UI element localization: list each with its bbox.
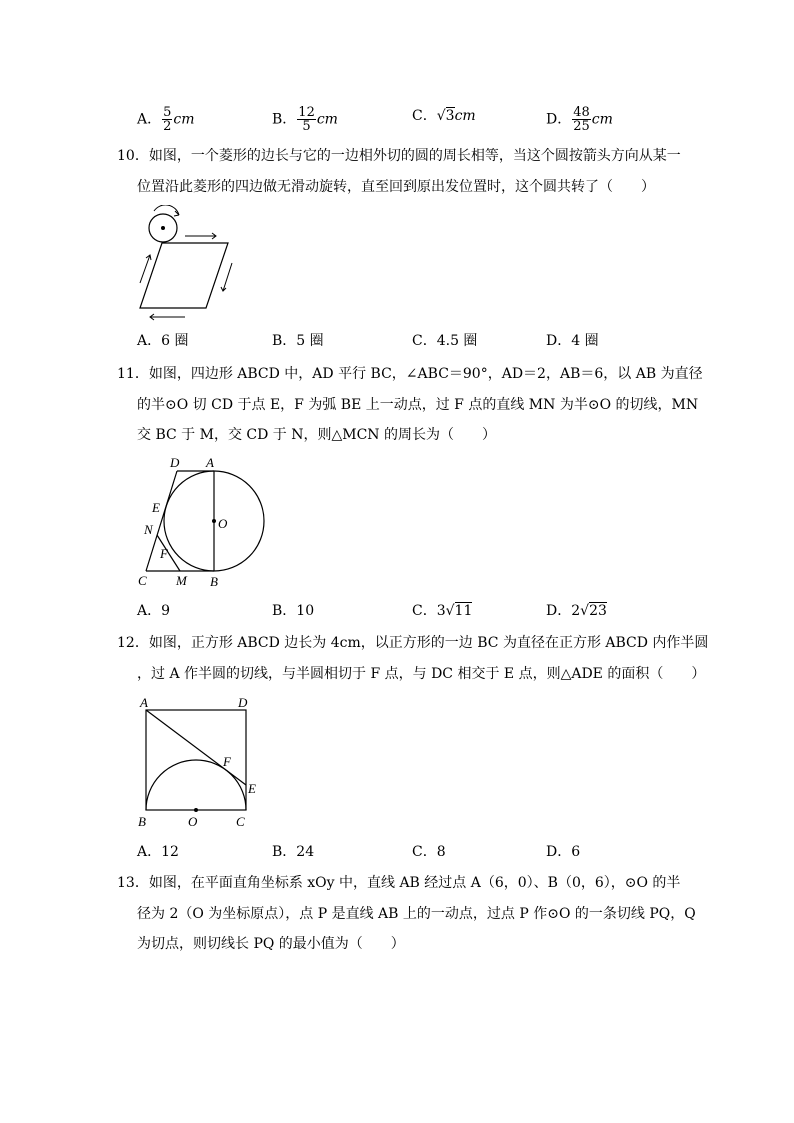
label-c: C — [236, 814, 245, 829]
q11-option-b: B．10 — [272, 603, 315, 619]
q10-option-d: D．4 圈 — [546, 333, 599, 349]
arrow-down-icon — [221, 263, 232, 291]
q11-option-a: A．9 — [137, 603, 171, 619]
q12-option-b: B．24 — [272, 844, 315, 860]
sqrt-sign: √ — [436, 108, 446, 124]
q10-option-b: B．5 圈 — [272, 333, 324, 349]
q12-option-d: D．6 — [546, 844, 581, 860]
label-a: A — [206, 455, 214, 470]
arrow-right-icon — [185, 233, 216, 239]
label-e: E — [248, 781, 256, 796]
q13-text-line3: 为切点，则切线长 PQ 的最小值为（ ） — [137, 936, 405, 952]
label-e: E — [152, 500, 160, 515]
q11-option-d: D．2√23 — [546, 603, 607, 619]
q10-rhombus-figure — [130, 205, 245, 325]
q12-text-line2: ，过 A 作半圆的切线，与半圆相切于 F 点，与 DC 相交于 E 点，则△ADE 的面积（ ） — [137, 666, 706, 682]
label-c: C — [138, 573, 147, 588]
q13-text-line2: 径为 2（O 为坐标原点），点 P 是直线 AB 上的一动点，过点 P 作⊙O 的一条切线 PQ，Q — [137, 906, 696, 922]
label-f: F — [223, 754, 231, 769]
q10-option-a: A．6 圈 — [137, 333, 189, 349]
q10-text-line1: 10．如图，一个菱形的边长与它的一边相外切的圆的周长相等，当这个圆按箭头方向从某一 — [117, 148, 681, 164]
label-o: O — [218, 516, 228, 531]
label-a: A — [140, 695, 148, 710]
q11-text-line1: 11．如图，四边形 ABCD 中，AD 平行 BC，∠ABC＝90°，AD＝2，AB＝6，以 AB 为直径 — [117, 366, 703, 382]
q12-figure — [130, 692, 265, 832]
q11-text-line2: 的半⊙O 切 CD 于点 E，F 为弧 BE 上一动点，过 F 点的直线 MN 为半⊙O 的切线，MN — [137, 397, 699, 413]
semicircle-bc — [146, 760, 246, 810]
q9-option-d: D． $\frac{48}{25}$ cm — [546, 105, 613, 134]
q10-text-line2: 位置沿此菱形的四边做无滑动旋转，直至回到原出发位置时，这个圆共转了（ ） — [137, 179, 655, 195]
circle-center-dot — [161, 226, 165, 230]
label-m: M — [176, 573, 187, 588]
q9-option-a: A． $\frac{5}{2}$ cm — [137, 105, 195, 134]
center-o-dot — [194, 808, 198, 812]
q9-option-b: B． $\frac{12}{5}$ cm — [272, 105, 338, 134]
q9-option-c: C．√3cm — [412, 108, 476, 124]
label-d: D — [170, 455, 180, 470]
rhombus — [140, 243, 228, 308]
q12-text-line1: 12．如图，正方形 ABCD 边长为 4cm，以正方形的一边 BC 为直径在正方形 ABCD 内作半圆 — [117, 635, 709, 651]
label-f: F — [160, 546, 168, 561]
rotation-arrow — [154, 205, 179, 215]
center-o-dot — [212, 519, 216, 523]
q10-option-c: C．4.5 圈 — [412, 333, 478, 349]
q13-text-line1: 13．如图，在平面直角坐标系 xOy 中，直线 AB 经过点 A（6，0）、B（0，6），⊙O 的半 — [117, 875, 681, 891]
arrow-left-icon — [150, 314, 185, 320]
label-n: N — [144, 522, 153, 537]
q11-text-line3: 交 BC 于 M，交 CD 于 N，则△MCN 的周长为（ ） — [137, 427, 496, 443]
q11-figure — [130, 452, 275, 592]
label-b: B — [138, 814, 146, 829]
q11-option-c: C．3√11 — [412, 603, 473, 619]
q12-option-a: A．12 — [137, 844, 179, 860]
label-d: D — [238, 695, 248, 710]
label-b: B — [210, 574, 218, 589]
q12-option-c: C．8 — [412, 844, 446, 860]
label-o: O — [188, 814, 198, 829]
